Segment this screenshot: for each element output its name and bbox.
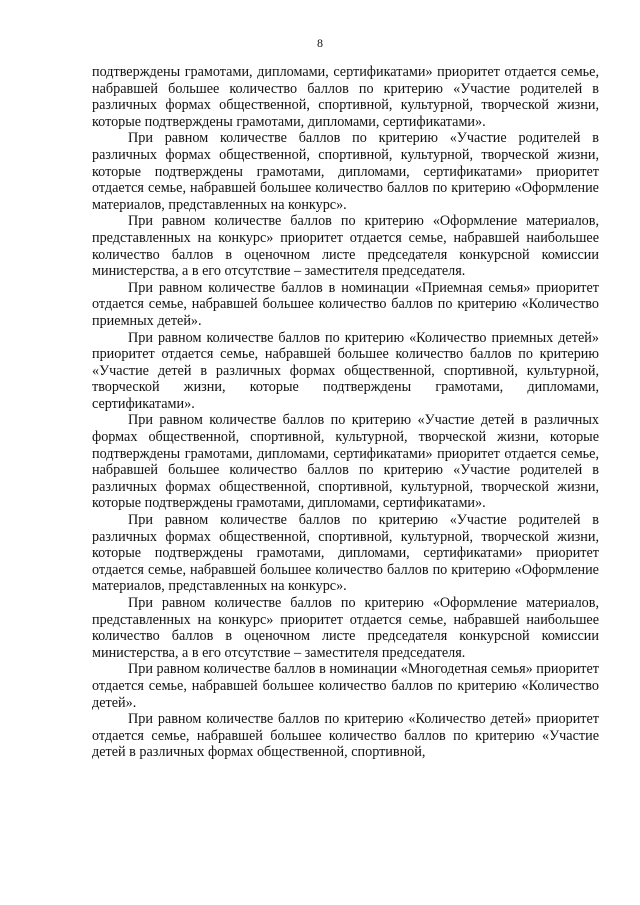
paragraph: При равном количестве баллов по критерию «Количество приемных детей» приоритет отдается семье, набравшей большее количество баллов по критерию «Участие детей в различных формах общественной, спортивной, культурной, творческой жизни, которые подтверждены грамотами, дипломами, сертификатами». [92,329,599,412]
paragraph-continued: подтверждены грамотами, дипломами, сертификатами» приоритет отдается семье, набравшей большее количество баллов по критерию «Участие родителей в различных формах общественной, спортивной, культурной, творческой жизни, которые подтверждены грамотами, дипломами, сертификатами». [92,64,599,130]
paragraph: При равном количестве баллов по критерию «Участие детей в различных формах общественной, спортивной, культурной, творческой жизни, которые подтверждены грамотами, дипломами, сертификатами» приоритет отдается семье, набравшей большее количество баллов по критерию «Участие родителей в различных формах общественной, спортивной, культурной, творческой жизни, которые подтверждены грамотами, дипломами, сертификатами». [92,412,599,512]
paragraph: При равном количестве баллов по критерию «Оформление материалов, представленных на конкурс» приоритет отдается семье, набравшей наибольшее количество баллов в оценочном листе председателя конкурсной комиссии министерства, а в его отсутствие – заместителя председателя. [92,595,599,661]
paragraph: При равном количестве баллов в номинации «Приемная семья» приоритет отдается семье, набравшей большее количество баллов по критерию «Количество приемных детей». [92,279,599,329]
paragraph: При равном количестве баллов по критерию «Участие родителей в различных формах общественной, спортивной, культурной, творческой жизни, которые подтверждены грамотами, дипломами, сертификатами» приоритет отдается семье, набравшей большее количество баллов по критерию «Оформление материалов, представленных на конкурс». [92,512,599,595]
paragraph: При равном количестве баллов по критерию «Количество детей» приоритет отдается семье, набравшей большее количество баллов по критерию «Участие детей в различных формах общественной, спортивной, [92,711,599,761]
paragraph: При равном количестве баллов по критерию «Участие родителей в различных формах общественной, спортивной, культурной, творческой жизни, которые подтверждены грамотами, дипломами, сертификатами» приоритет отдается семье, набравшей большее количество баллов по критерию «Оформление материалов, представленных на конкурс». [92,130,599,213]
paragraph: При равном количестве баллов по критерию «Оформление материалов, представленных на конкурс» приоритет отдается семье, набравшей наибольшее количество баллов в оценочном листе председателя конкурсной комиссии министерства, а в его отсутствие – заместителя председателя. [92,213,599,280]
page-number: 8 [317,36,323,50]
paragraph: При равном количестве баллов в номинации «Многодетная семья» приоритет отдается семье, набравшей большее количество баллов по критерию «Количество детей». [92,661,599,711]
document-body [92,64,599,761]
